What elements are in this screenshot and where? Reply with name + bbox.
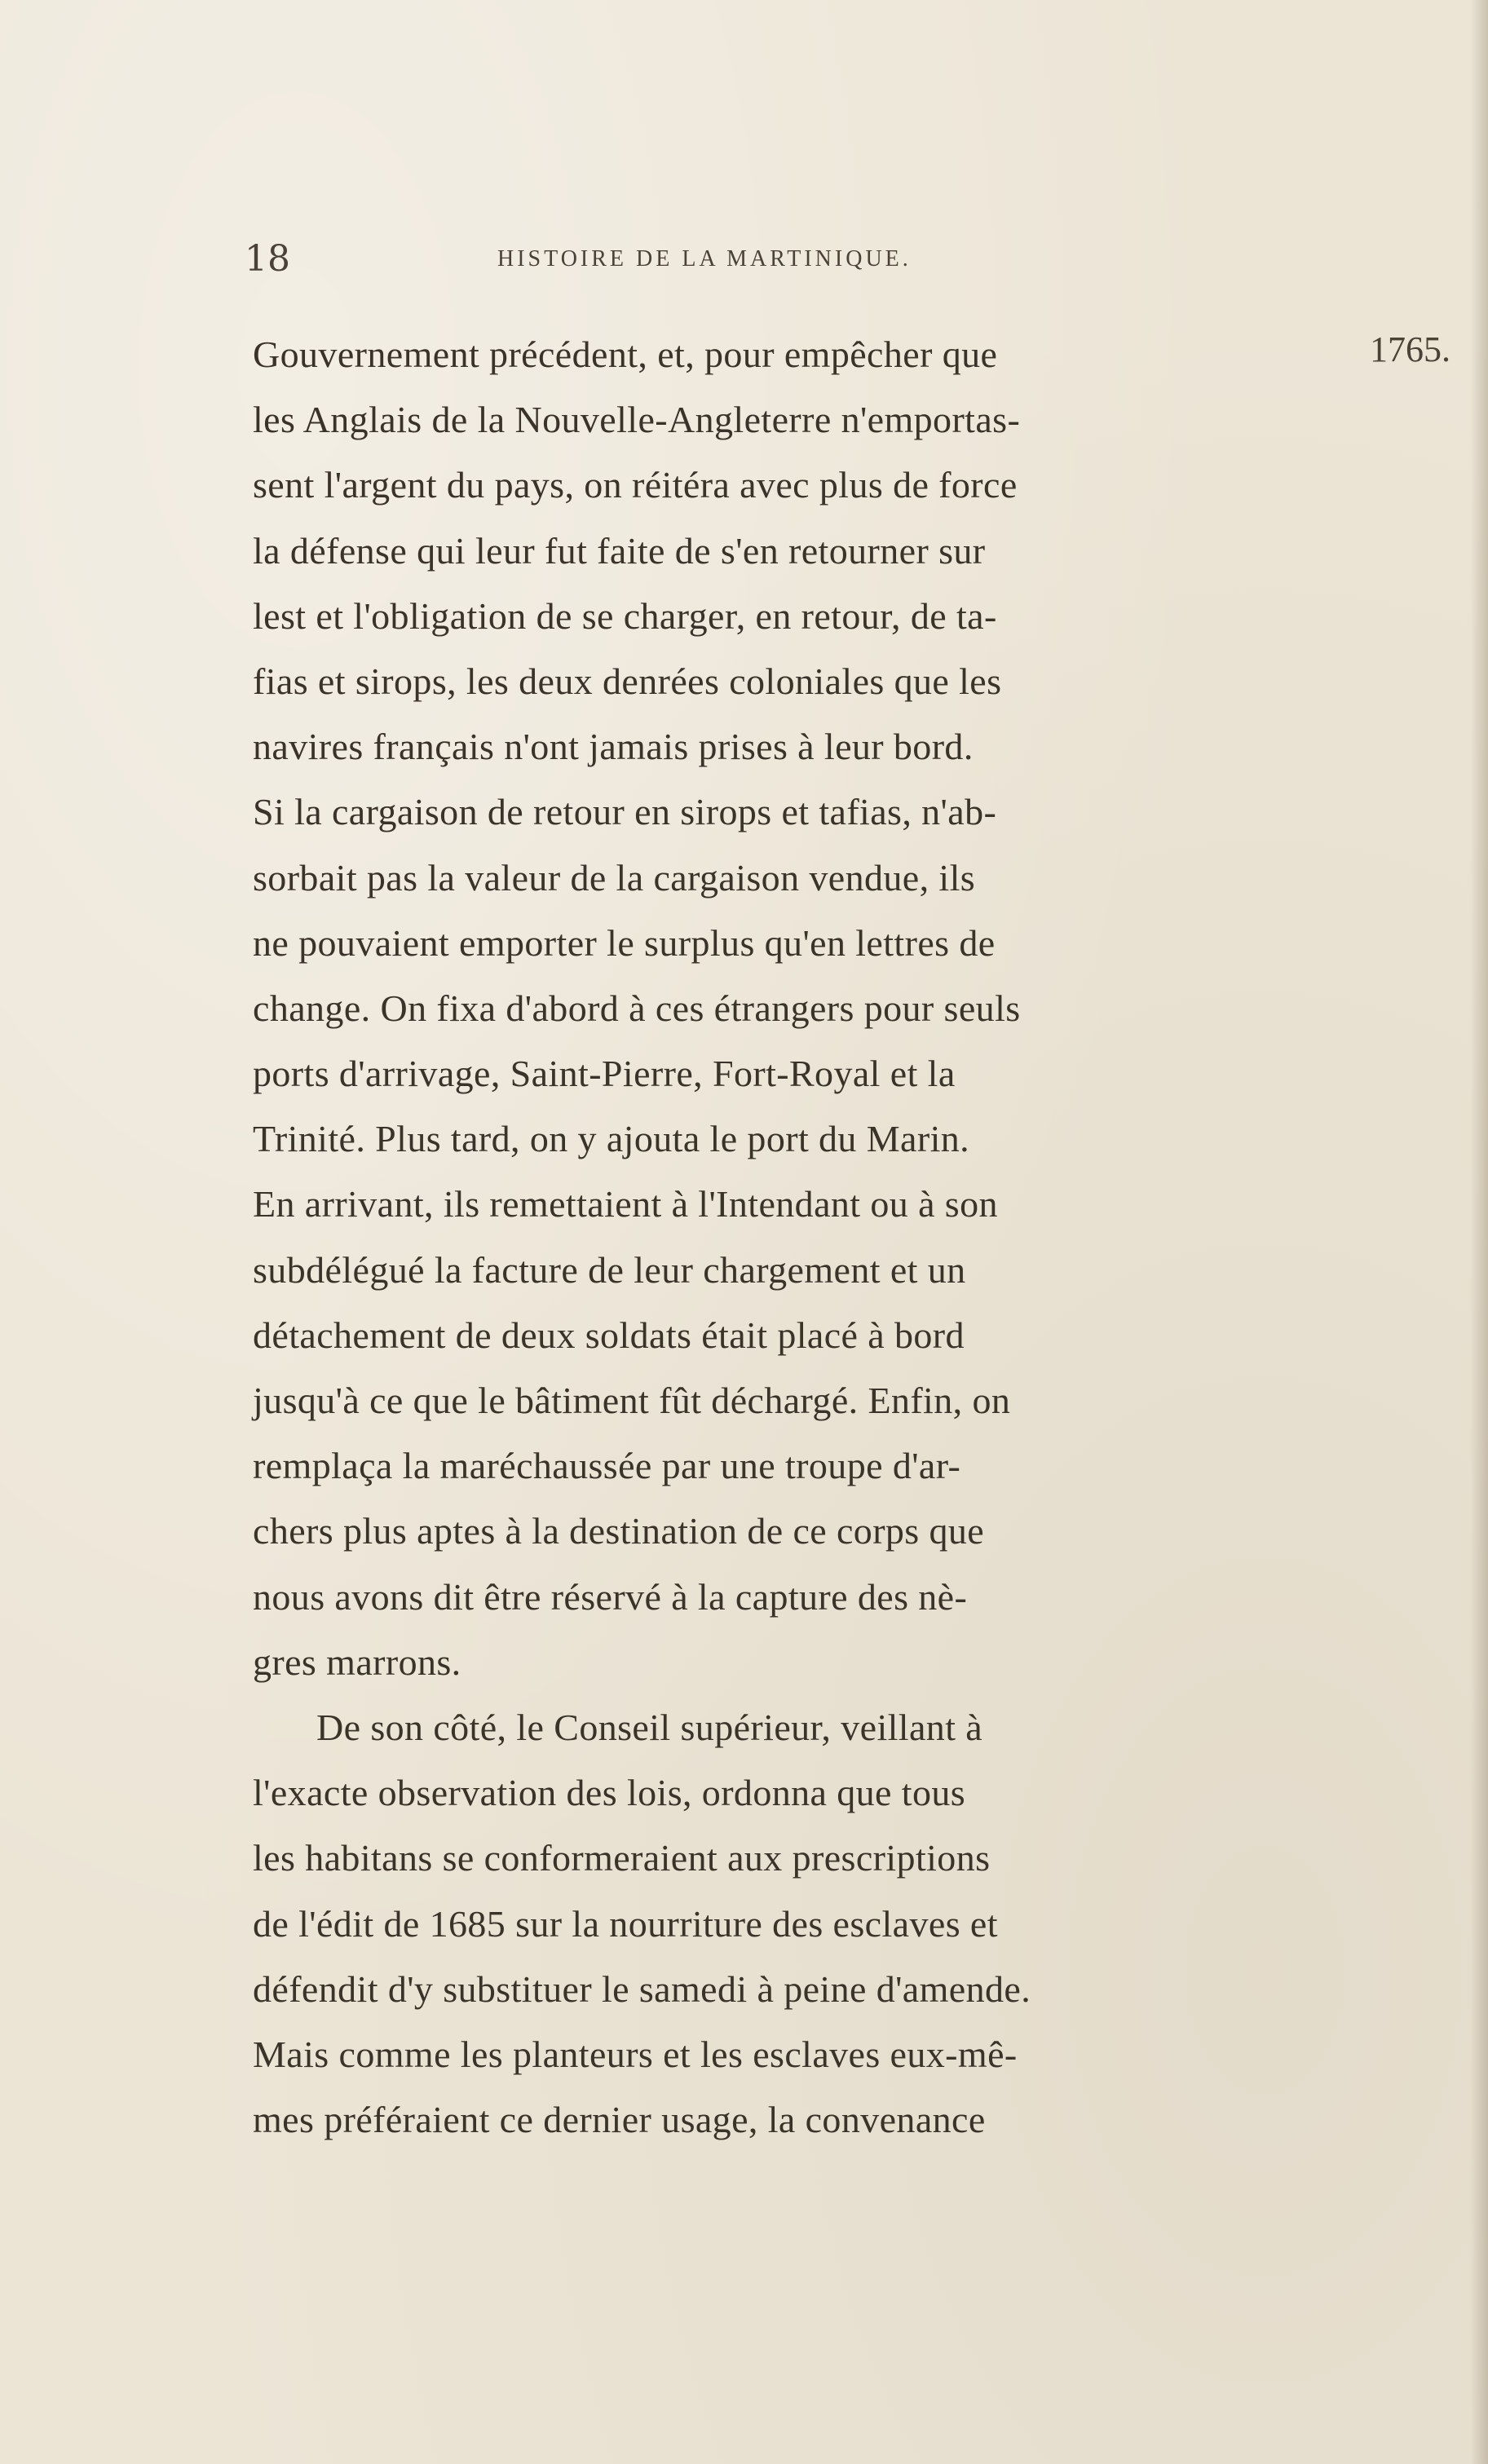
running-head <box>245 238 1370 287</box>
text-line: fias et sirops, les deux denrées coloniales que les <box>253 660 1002 702</box>
margin-year-note: 1765. <box>1370 329 1450 369</box>
text-line: Gouvernement précédent, et, pour empêcher que <box>253 333 998 375</box>
text-line: chers plus aptes à la destination de ce corps que <box>253 1510 985 1552</box>
text-line: Trinité. Plus tard, on y ajouta le port du Marin. <box>253 1118 970 1160</box>
text-line: jusqu'à ce que le bâtiment fût déchargé. Enfin, on <box>253 1380 1011 1421</box>
text-line: la défense qui leur fut faite de s'en retourner sur <box>253 529 986 572</box>
text-line: sorbait pas la valeur de la cargaison vendue, ils <box>253 856 976 899</box>
text-line: Si la cargaison de retour en sirops et tafias, n'ab- <box>253 791 997 833</box>
body-text <box>253 322 1378 2153</box>
text-line: remplaça la maréchaussée par une troupe d'ar- <box>253 1445 961 1487</box>
text-line: défendit d'y substituer le samedi à peine d'amende. <box>253 1967 1031 2010</box>
text-line: ne pouvaient emporter le surplus qu'en lettres de <box>253 921 996 964</box>
text-line: nous avons dit être réservé à la capture des nè- <box>253 1575 968 1618</box>
text-line: ports d'arrivage, Saint-Pierre, Fort-Royal et la <box>253 1053 956 1095</box>
page-number: 18 <box>245 238 290 280</box>
text-line: sent l'argent du pays, on réitéra avec plus de force <box>253 464 1018 506</box>
text-line: mes préféraient ce dernier usage, la convenance <box>253 2099 986 2141</box>
text-line: l'exacte observation des lois, ordonna que tous <box>253 1772 966 1814</box>
text-line: gres marrons. <box>253 1640 461 1683</box>
text-line: Mais comme les planteurs et les esclaves eux-mê- <box>253 2033 1018 2075</box>
text-line: les habitans se conformeraient aux prescriptions <box>253 1837 991 1879</box>
text-line: subdélégué la facture de leur chargement et un <box>253 1248 966 1291</box>
text-line: détachement de deux soldats était placé à bord <box>253 1314 965 1356</box>
text-line: En arrivant, ils remettaient à l'Intendant ou à son <box>253 1183 998 1225</box>
page-edge-shadow <box>1470 0 1488 2464</box>
text-line: navires français n'ont jamais prises à leur bord. <box>253 726 974 768</box>
paragraph-start-line: De son côté, le Conseil supérieur, veillant à <box>316 1706 983 1748</box>
running-title: HISTOIRE DE LA MARTINIQUE. <box>497 246 912 272</box>
text-line: de l'édit de 1685 sur la nourriture des esclaves et <box>253 1902 998 1945</box>
text-line: lest et l'obligation de se charger, en retour, de ta- <box>253 594 997 637</box>
text-line: les Anglais de la Nouvelle-Angleterre n'emportas- <box>253 399 1021 441</box>
text-line: change. On fixa d'abord à ces étrangers pour seuls <box>253 987 1021 1029</box>
